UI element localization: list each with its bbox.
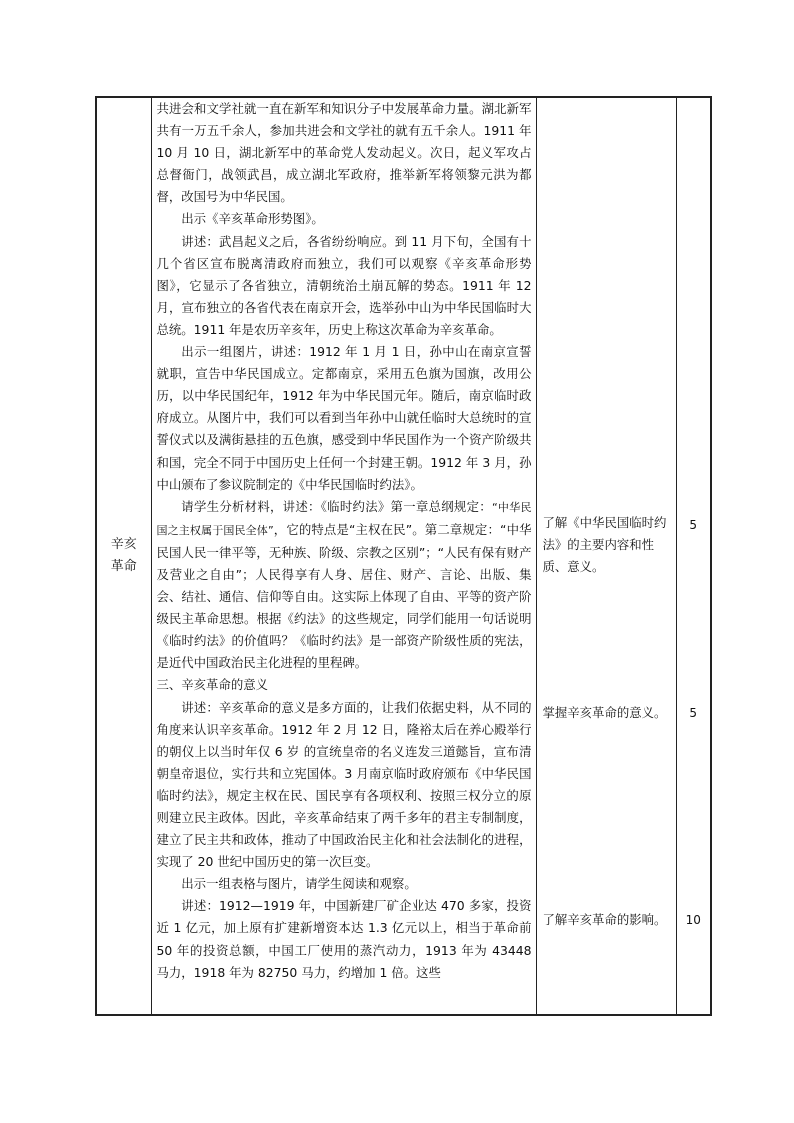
topic-label: 辛亥革命 — [110, 537, 137, 574]
time-cell — [676, 97, 711, 1015]
content-paragraph-5 — [157, 496, 532, 675]
content-paragraph-7: 出示一组表格与图片，请学生阅读和观察。 — [181, 876, 417, 892]
content-paragraph-1: 共进会和文学社就一直在新军和知识分子中发展革命力量。湖北新军共有一万五千余人，参加共进会和文学社的就有五千余人。1911 年 10 月 10 日，湖北新军中的革命党人发动起义。次日，起义军攻占总督衙门，战领武昌，成立湖北军政府，推举新军将领黎元洪为都督，改国号为中华民国。 — [156, 101, 532, 205]
content-paragraph-4: 出示一组图片，讲述：1912 年 1 月 1 日，孙中山在南京宣誓就职，宣告中华民国成立。定都南京，采用五色旗为国旗，改用公历，以中华民国纪年，1912 年为中华民国元年。随后，南京临时政府成立。从图片中，我们可以看到当年孙中山就任临时大总统时的宣誓仪式以及满街悬挂的五色旗，感受到中华民国作为一个资产阶级共和国，完全不同于中国历史上任何一个封建王朝。1912 年 3 月，孙中山颁布了参议院制定的《中华民国临时约法》。 — [156, 344, 532, 492]
goal-text-2: 掌握辛亥革命的意义。 — [542, 705, 667, 720]
lesson-plan-table — [95, 96, 712, 1016]
content-paragraph-8: 讲述：1912—1919 年，中国新建厂矿企业达 470 多家，投资近 1 亿元，加上原有扩建新增资本达 1.3 亿元以上，相当于革命前 50 年的投资总额，中国工厂使用的蒸汽动力，1913 年为 43448 马力，1918 年为 82750 马力，约增加 1 倍。这些 — [156, 898, 532, 980]
goal-text-1: 了解《中华民国临时约法》的主要内容和性质、意义。 — [542, 515, 667, 574]
content-paragraph-2: 出示《辛亥革命形势图》。 — [181, 211, 324, 227]
goal-cell — [536, 97, 676, 1015]
content-cell — [151, 97, 536, 1015]
topic-cell — [96, 97, 151, 1015]
paragraph-5-quote: “中华民国之主权属于国民全体” — [156, 500, 532, 537]
paragraph-5-body: ，它的特点是“主权在民”。第二章规定：“中华民国人民一律平等，无种族、阶级、宗教之区别”；“人民有保有财产及营业之自由”；人民得享有人身、居住、财产、言论、出版、集会、结社、通信、信仰等自由。这实际上体现了自由、平等的资产阶级民主革命思想。根据《约法》的这些规定，同学们能用一句话说明《临时约法》的价值吗？《临时约法》是一部资产阶级性质的宪法， 是近代中国政治民主化进程的里程碑。 — [156, 521, 532, 671]
goal-text-3: 了解辛亥革命的影响。 — [542, 912, 667, 927]
time-value-2: 5 — [689, 706, 698, 720]
content-paragraph-6: 讲述：辛亥革命的意义是多方面的，让我们依据史料，从不同的角度来认识辛亥革命。1912 年 2 月 12 日，隆裕太后在养心殿举行的朝仪上以当时年仅 6 岁 的宣统皇帝的名义连发三道懿旨，宣布清朝皇帝退位，实行共和立宪国体。3 月南京临时政府颁布《中华民国临时约法》，规定主权在民、国民享有各项权利、按照三权分立的原则建立民主政体。因此，辛亥革命结束了两千多年的君主专制制度，建立了民主共和政体，推动了中国政治民主化和社会法制化的进程，实现了 20 世纪中国历史的第一次巨变。 — [156, 699, 532, 870]
paragraph-5-intro: 请学生分析材料，讲述：《临时约法》第一章总纲规定： — [181, 498, 492, 514]
section-heading-3: 三、辛亥革命的意义 — [156, 677, 269, 693]
table-row — [96, 97, 711, 1015]
time-value-1: 5 — [689, 518, 698, 532]
content-paragraph-3: 讲述：武昌起义之后，各省纷纷响应。到 11 月下旬，全国有十几个省区宣布脱离清政府而独立，我们可以观察《辛亥革命形势图》，它显示了各省独立，清朝统治土崩瓦解的势态。1911 年 12 月，宣布独立的各省代表在南京开会，选举孙中山为中华民国临时大总统。1911 年是农历辛亥年，历史上称这次革命为辛亥革命。 — [156, 233, 532, 337]
time-value-3: 10 — [685, 913, 701, 927]
